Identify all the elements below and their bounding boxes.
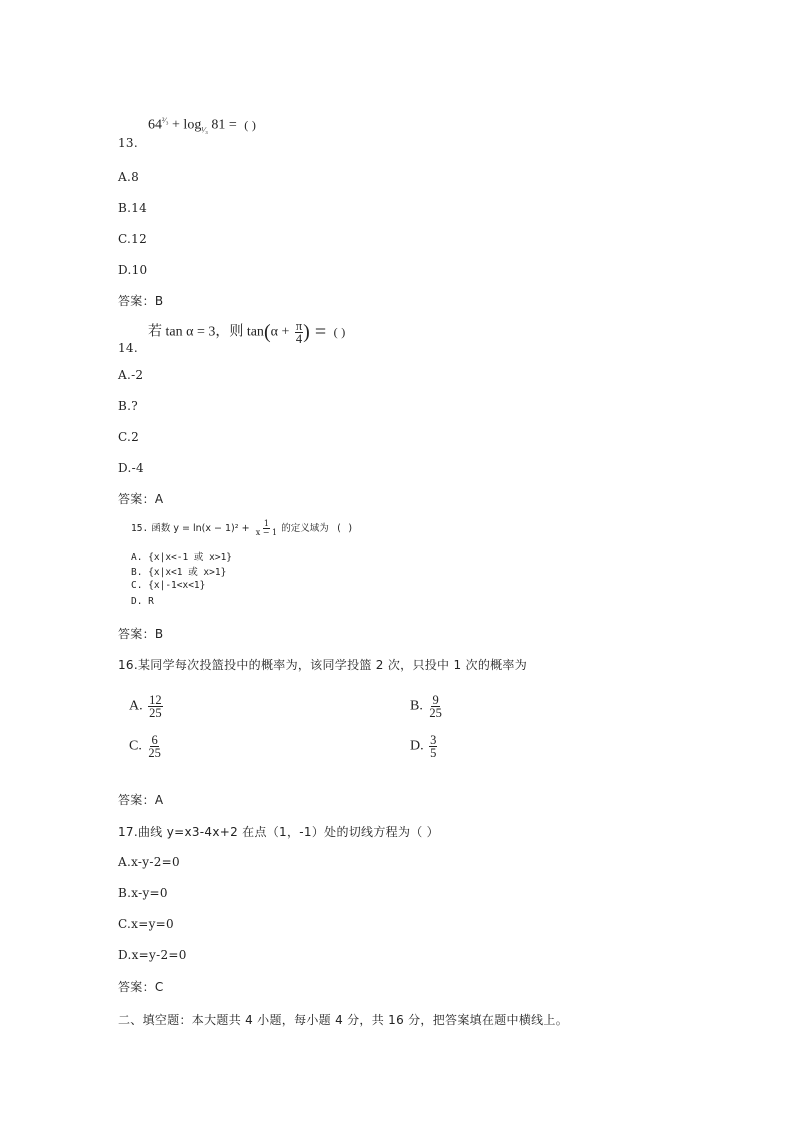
q13-expr-log: + log — [172, 117, 202, 133]
q16-option-a-label: A. — [129, 698, 143, 714]
q15-number: 15. — [131, 523, 149, 534]
q16-option-a-den: 25 — [149, 706, 162, 720]
q13-expression — [148, 116, 256, 134]
q16-option-c-label: C. — [129, 738, 142, 754]
q15-option-b: B. {x|x<1 或 x>1} — [131, 567, 227, 578]
q13-option-d: D.10 — [118, 263, 148, 277]
q14-option-a: A.-2 — [118, 368, 144, 382]
q16-option-d-fraction — [429, 734, 437, 759]
q15-option-a: A. {x|x<-1 或 x>1} — [131, 552, 233, 563]
q15-paren: ( ) — [336, 523, 354, 534]
q17-option-c: C.x=y=0 — [118, 917, 174, 931]
q14-number: 14. — [118, 341, 138, 355]
q15-option-c: C. {x|-1<x<1} — [131, 580, 206, 591]
q15-answer: 答案：B — [118, 627, 164, 641]
q16-option-a-num: 12 — [149, 693, 162, 707]
q14-paren: ( ) — [333, 324, 346, 339]
q16-option-b-label: B. — [410, 698, 423, 714]
q17-stem: 17.曲线 y=x3-4x+2 在点（1，-1）处的切线方程为（ ） — [118, 825, 439, 839]
q15-expr-suffix: 的定义域为 — [281, 523, 329, 534]
q16-option-b-num: 9 — [432, 693, 439, 707]
q14-answer: 答案：A — [118, 492, 164, 506]
q13-expr-log-base: ¹⁄₃ — [201, 125, 208, 135]
q16-option-a — [129, 694, 163, 719]
q16-option-c — [129, 734, 162, 759]
q16-option-c-fraction — [147, 734, 162, 759]
q13-option-b: B.14 — [118, 201, 148, 215]
q16-option-d — [410, 734, 437, 759]
q14-frac-den: 4 — [295, 332, 303, 346]
q13-option-a: A.8 — [118, 170, 140, 184]
q14-expr-prefix: 若 tan α = 3，则 tan — [148, 324, 264, 340]
q15-expr-prefix: 函数 y = ln(x − 1)² + — [151, 523, 250, 534]
q16-option-b-fraction — [428, 694, 443, 719]
q14-expr-open: ( — [263, 321, 271, 343]
q13-paren: ( ) — [244, 117, 257, 132]
q17-option-a: A.x-y-2=0 — [118, 855, 180, 869]
q15-fraction — [255, 520, 278, 537]
q14-expression — [148, 320, 346, 345]
q15-option-d: D. R — [131, 596, 154, 607]
q16-option-b-den: 25 — [429, 706, 442, 720]
q15-frac-den: x − 1 — [255, 528, 278, 537]
q14-option-b: B.? — [118, 399, 138, 413]
q13-number: 13. — [118, 136, 138, 150]
q13-answer: 答案：B — [118, 294, 164, 308]
q13-expr-rest: 81 = — [211, 117, 237, 133]
q17-option-b: B.x-y=0 — [118, 886, 168, 900]
q16-answer: 答案：A — [118, 793, 164, 807]
q14-expr-close: ) = — [303, 321, 327, 343]
q14-expr-alpha: α + — [270, 324, 290, 340]
q13-expr-exp: ²⁄₃ — [162, 116, 169, 125]
q13-expr-base: 64 — [148, 117, 162, 133]
q17-option-d: D.x=y-2=0 — [118, 948, 187, 962]
q17-answer: 答案：C — [118, 980, 164, 994]
q14-fraction — [295, 320, 303, 345]
q14-option-c: C.2 — [118, 430, 140, 444]
q16-option-d-den: 5 — [430, 746, 437, 760]
q16-option-c-den: 25 — [148, 746, 161, 760]
q16-option-b — [410, 694, 443, 719]
q14-frac-num: π — [295, 319, 303, 333]
q16-option-d-num: 3 — [430, 733, 437, 747]
section2-heading: 二、填空题：本大题共 4 小题，每小题 4 分，共 16 分，把答案填在题中横线上。 — [118, 1013, 569, 1027]
q15-frac-num: 1 — [263, 519, 269, 528]
q13-option-c: C.12 — [118, 232, 148, 246]
q14-option-d: D.-4 — [118, 461, 144, 475]
q16-stem: 16.某同学每次投篮投中的概率为，该同学投篮 2 次，只投中 1 次的概率为 — [118, 658, 528, 672]
q16-option-d-label: D. — [410, 738, 424, 754]
q16-option-c-num: 6 — [151, 733, 158, 747]
q16-option-a-fraction — [148, 694, 163, 719]
q15-stem — [131, 520, 353, 537]
